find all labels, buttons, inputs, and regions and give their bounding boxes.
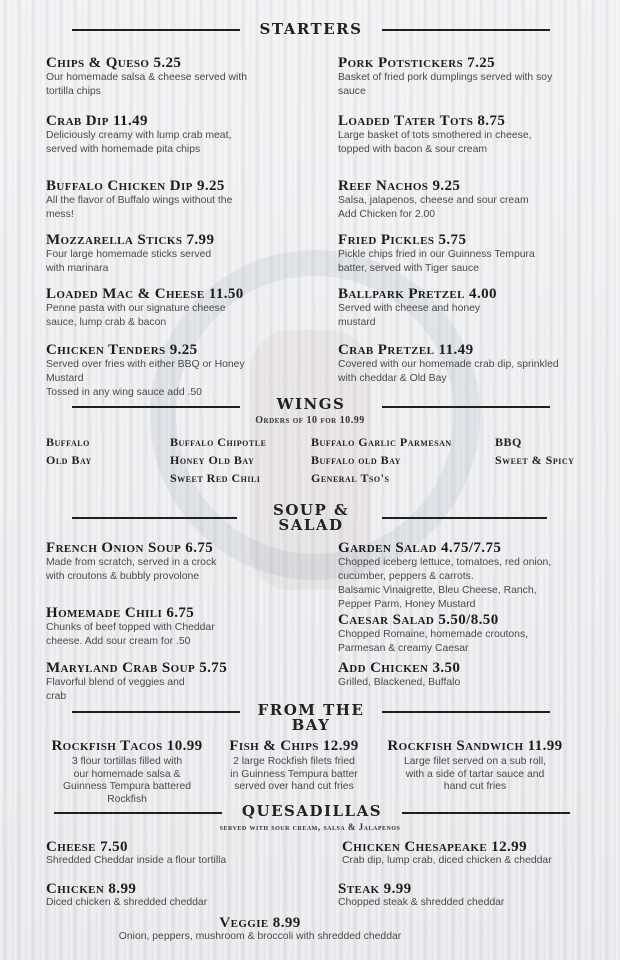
section-divider [402,812,570,814]
menu-item-name: Veggie 8.99 [219,915,301,931]
wing-flavor: Buffalo Garlic Parmesan [311,435,452,449]
menu-item-description: with marinara [46,263,109,274]
menu-item-name: Loaded Tater Tots 8.75 [338,113,506,129]
menu-item-name: Reef Nachos 9.25 [338,178,461,194]
section-divider [72,711,240,713]
menu-item-description: in Guinness Tempura batter [230,768,358,780]
menu-item-description: Parmesan & creamy Caesar [338,643,469,654]
menu-item-description: Made from scratch, served in a crock [46,557,217,568]
menu-item-description: Crab dip, lump crab, diced chicken & cheddar [342,855,552,866]
menu-item-description: with cheddar & Old Bay [338,373,447,384]
menu-item-description: mess! [46,209,74,220]
menu-item-name: Caesar Salad 5.50/8.50 [338,612,499,628]
menu-item-description: Large filet served on a sub roll, [403,756,547,767]
menu-item-description: hand cut fries [443,781,507,792]
menu-item-name: Loaded Mac & Cheese 11.50 [46,286,244,302]
menu-item-description: Balsamic Vinaigrette, Bleu Cheese, Ranch, [338,585,537,596]
menu-item-description: cheese. Add sour cream for .50 [46,636,191,647]
menu-item-description: 3 flour tortillas filled with [71,756,183,767]
wing-flavor: Sweet & Spicy [495,453,575,467]
menu-item-description: topped with bacon & sour cream [338,144,488,155]
menu-item-name: Crab Pretzel 11.49 [338,342,474,358]
menu-item-name: Chicken Tenders 9.25 [46,342,198,358]
menu-item-description: Add Chicken for 2.00 [338,209,436,220]
menu-item-description: Deliciously creamy with lump crab meat, [46,130,232,141]
menu-item-name: Garden Salad 4.75/7.75 [338,540,502,556]
menu-item-description: Shredded Cheddar inside a flour tortilla [46,855,227,866]
menu-item-name: Pork Potstickers 7.25 [338,55,496,71]
menu-item-name: Add Chicken 3.50 [338,660,461,676]
section-divider [72,406,240,408]
menu-item-description: Pickle chips fried in our Guinness Tempura [338,249,535,260]
section-divider [382,517,547,519]
section-title-soup-salad-line2: SALAD [278,516,344,534]
menu-item-description: with a side of tartar sauce and [405,768,545,780]
wing-flavor: Buffalo [46,435,90,449]
wing-flavor: Old Bay [46,453,92,467]
menu-item-description: our homemade salsa & [73,768,181,780]
section-divider [382,406,550,408]
menu-item-name: Buffalo Chicken Dip 9.25 [46,178,225,194]
menu-item-description: Basket of fried pork dumplings served with soy [338,72,553,83]
menu-item-description: Penne pasta with our signature cheese [46,303,226,314]
menu-item-description: Our homemade salsa & cheese served with [46,72,247,83]
section-title-starters: STARTERS [259,20,363,38]
menu-item-description: Flavorful blend of veggies and [46,677,185,688]
wing-flavor: General Tso's [311,471,390,485]
menu-item-description: Tossed in any wing sauce add .50 [46,387,202,398]
menu-item-description: served with homemade pita chips [46,144,201,155]
menu-item-description: crab [46,691,67,702]
menu-item-name: Chicken Chesapeake 12.99 [342,839,527,855]
menu-item-name: Ballpark Pretzel 4.00 [338,286,497,302]
menu-item-description: Rockfish [107,793,147,805]
menu-item-name: Crab Dip 11.49 [46,113,148,129]
menu-item-description: Chopped steak & shredded cheddar [338,897,505,908]
menu-item-description: Chunks of beef topped with Cheddar [46,622,215,633]
section-divider [54,812,222,814]
menu-item-name: Mozzarella Sticks 7.99 [46,232,215,248]
menu-item-description: Mustard [46,373,84,384]
menu-item-description: tortilla chips [46,86,101,97]
menu-item-description: Pepper Parm, Honey Mustard [338,599,476,610]
section-title-soup-salad: SOUP & [272,501,350,519]
menu-item-name: Rockfish Tacos 10.99 [51,738,203,754]
menu-item-description: Salsa, jalapenos, cheese and sour cream [338,195,529,206]
menu-item-description: Four large homemade sticks served [46,249,212,260]
menu-item-description: with croutons & bubbly provolone [46,571,200,582]
menu-item-description: served over hand cut fries [234,781,354,792]
quesadillas-subtitle: served with sour cream, salsa & Jalapenos [219,822,401,832]
wing-flavor: Buffalo old Bay [311,453,401,467]
menu-item-name: Chicken 8.99 [46,881,137,897]
menu-item-name: French Onion Soup 6.75 [46,540,214,556]
menu-item-name: Fish & Chips 12.99 [229,738,359,754]
menu-item-name: Maryland Crab Soup 5.75 [46,660,228,676]
menu-item-description: 2 large Rockfish filets fried [233,756,355,767]
section-title-quesadillas: QUESADILLAS [241,802,383,820]
section-divider [72,29,240,31]
section-title-from-the-bay-line2: BAY [291,716,331,734]
menu-item-description: Served over fries with either BBQ or Honey [46,359,245,370]
menu-item-description: cucumber, peppers & carrots. [338,571,474,582]
wings-subtitle: Orders of 10 for 10.99 [255,415,365,426]
menu-item-description: Chopped Romaine, homemade croutons, [338,629,529,640]
section-divider [382,711,550,713]
menu-item-description: sauce, lump crab & bacon [46,317,167,328]
menu-item-description: Chopped iceberg lettuce, tomatoes, red onion, [338,557,552,568]
menu-item-name: Chips & Queso 5.25 [46,55,182,71]
menu-item-description: batter, served with Tiger sauce [338,263,479,274]
section-title-from-the-bay: FROM THE [257,701,365,719]
menu-item-description: Guinness Tempura battered [62,781,192,792]
menu-item-description: Covered with our homemade crab dip, sprinkled [338,359,559,370]
menu-item-description: Served with cheese and honey [338,303,481,314]
menu-item-description: All the flavor of Buffalo wings without the [46,195,233,206]
menu-item-name: Homemade Chili 6.75 [46,605,195,621]
menu-item-name: Cheese 7.50 [46,839,128,855]
menu-item-description: Onion, peppers, mushroom & broccoli with shredded cheddar [118,931,402,942]
wing-flavor: BBQ [495,435,522,449]
menu-item-description: mustard [338,317,376,328]
menu-item-description: Diced chicken & shredded cheddar [46,897,208,908]
menu-item-description: sauce [338,86,366,97]
wing-flavor: Honey Old Bay [170,453,255,467]
menu-item-description: Large basket of tots smothered in cheese, [338,130,532,141]
section-title-wings: WINGS [276,395,346,413]
wing-flavor: Buffalo Chipotle [170,435,267,449]
wing-flavor: Sweet Red Chili [170,471,261,485]
menu-item-name: Rockfish Sandwich 11.99 [387,738,563,754]
menu-item-name: Fried Pickles 5.75 [338,232,467,248]
menu-item-description: Grilled, Blackened, Buffalo [338,677,461,688]
section-divider [382,29,550,31]
menu-item-name: Steak 9.99 [338,881,412,897]
section-divider [72,517,237,519]
